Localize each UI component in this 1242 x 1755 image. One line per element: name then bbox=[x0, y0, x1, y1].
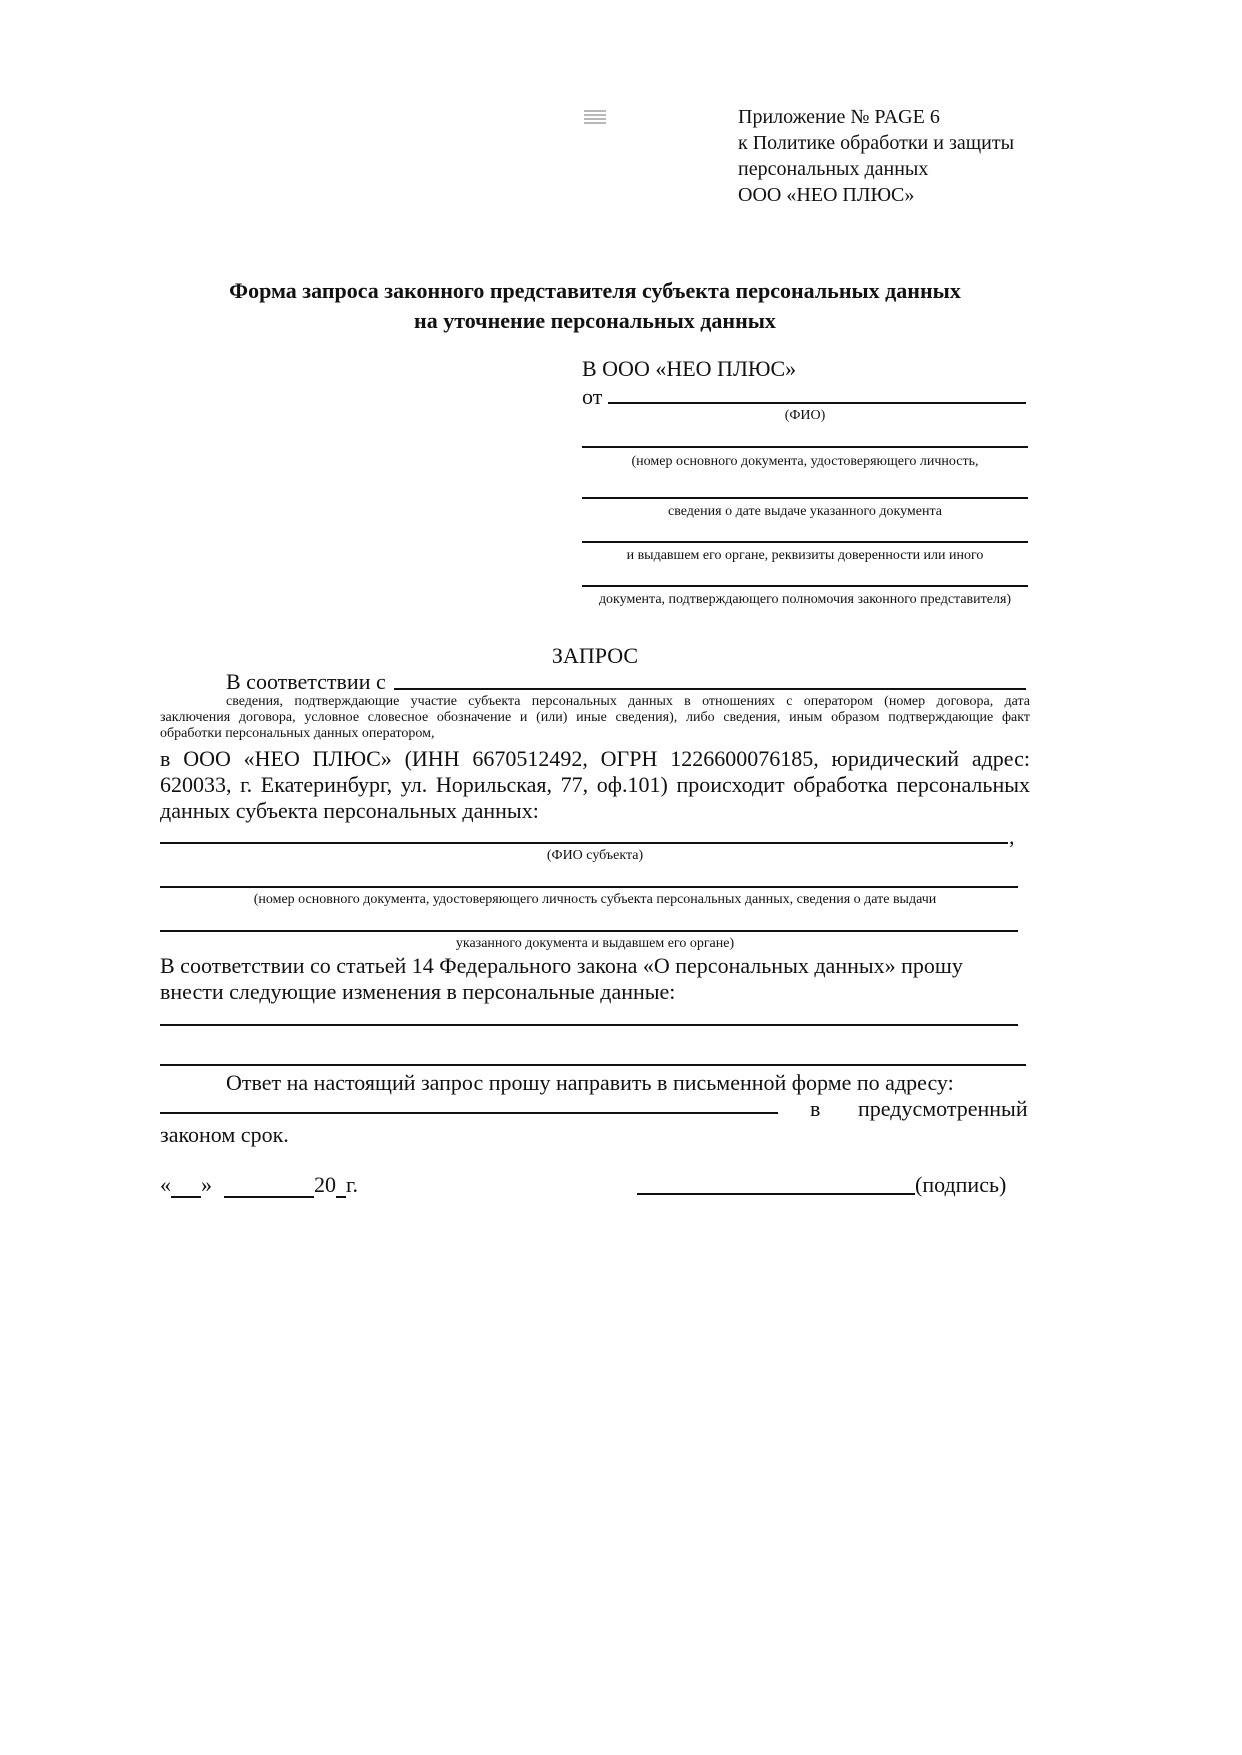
fio-caption: (ФИО) bbox=[784, 408, 826, 423]
proxy-field[interactable] bbox=[582, 585, 1028, 587]
title-line: Форма запроса законного представителя субъекта персональных данных bbox=[229, 278, 961, 303]
para-line: В соответствии со статьей 14 Федерального закона «О персональных данных» прошу bbox=[160, 953, 963, 978]
quote-open: « bbox=[160, 1172, 171, 1197]
subject-doc-caption: (номер основного документа, удостоверяющего личность субъекта персональных данных, сведения о дате выдачи bbox=[253, 892, 937, 907]
according-label: В соответствии с bbox=[226, 669, 386, 694]
fio-field[interactable] bbox=[608, 402, 1026, 404]
quote-close: » bbox=[201, 1172, 212, 1197]
proxy-caption: документа, подтверждающего полномочия законного представителя) bbox=[598, 592, 1012, 607]
caption-line: обработки персональных данных оператором, bbox=[160, 726, 435, 741]
date-field bbox=[160, 1172, 358, 1198]
caption-line: заключения договора, условное словесное обозначение и (или) иные сведения), либо сведения, иным образом подтверждающие факт bbox=[160, 710, 1030, 725]
comma: , bbox=[1009, 824, 1015, 849]
changes-field-1[interactable] bbox=[160, 1024, 1018, 1026]
doc-date-field[interactable] bbox=[582, 497, 1028, 499]
signature-caption: (подпись) bbox=[915, 1172, 1007, 1197]
logo-icon bbox=[584, 110, 606, 126]
year-suffix: г. bbox=[346, 1172, 359, 1197]
reply-paragraph: Ответ на настоящий запрос прошу направить в письменной форме по адресу: bbox=[226, 1070, 954, 1095]
month-field[interactable] bbox=[224, 1176, 314, 1198]
basis-field[interactable] bbox=[394, 688, 1026, 690]
year-field[interactable] bbox=[336, 1176, 346, 1198]
subject-doc-field-2[interactable] bbox=[160, 930, 1018, 932]
from-label: от bbox=[582, 384, 603, 409]
addressee-to: В ООО «НЕО ПЛЮС» bbox=[582, 356, 797, 381]
para-line: данных субъекта персональных данных: bbox=[160, 798, 539, 823]
para-line: внести следующие изменения в персональные данные: bbox=[160, 979, 676, 1004]
changes-field-2[interactable] bbox=[160, 1064, 1026, 1066]
reply-in: в bbox=[810, 1096, 821, 1121]
authority-field[interactable] bbox=[582, 541, 1028, 543]
operator-paragraph bbox=[160, 746, 1030, 824]
subject-fio-field[interactable] bbox=[160, 842, 1008, 844]
doc-date-caption: сведения о дате выдаче указанного документа bbox=[668, 504, 942, 519]
caption-line: сведения, подтверждающие участие субъекта персональных данных в отношениях с оператором (номер договора, дата bbox=[226, 694, 1030, 709]
title-line: на уточнение персональных данных bbox=[414, 308, 776, 333]
reply-address-field[interactable] bbox=[160, 1112, 778, 1114]
appendix-line: персональных данных bbox=[738, 158, 929, 180]
authority-caption: и выдавшем его органе, реквизиты доверенности или иного bbox=[626, 548, 984, 563]
subject-doc-caption-2: указанного документа и выдавшем его органе) bbox=[455, 936, 735, 951]
signature-field[interactable] bbox=[637, 1193, 915, 1195]
reply-term: предусмотренный bbox=[858, 1096, 1028, 1121]
reply-term-end: законом срок. bbox=[160, 1122, 289, 1147]
subject-doc-field[interactable] bbox=[160, 886, 1018, 888]
doc-field[interactable] bbox=[582, 446, 1028, 448]
year-prefix: 20 bbox=[314, 1172, 336, 1197]
subject-fio-caption: (ФИО субъекта) bbox=[546, 848, 644, 863]
changes-paragraph bbox=[160, 953, 963, 1005]
basis-caption bbox=[160, 694, 1030, 742]
appendix-company: ООО «НЕО ПЛЮС» bbox=[738, 184, 915, 206]
appendix-header bbox=[738, 104, 1014, 208]
doc-caption: (номер основного документа, удостоверяющего личность, bbox=[631, 454, 979, 469]
page-title bbox=[140, 276, 1050, 336]
appendix-number: Приложение № PAGE 6 bbox=[738, 106, 940, 128]
request-heading: ЗАПРОС bbox=[551, 643, 639, 668]
appendix-line: к Политике обработки и защиты bbox=[738, 132, 1015, 154]
para-line: в ООО «НЕО ПЛЮС» (ИНН 6670512492, ОГРН 1226600076185, юридический адрес: bbox=[160, 746, 1030, 771]
para-line: 620033, г. Екатеринбург, ул. Норильская, 77, оф.101) происходит обработка персональных bbox=[160, 772, 1030, 797]
day-field[interactable] bbox=[171, 1176, 201, 1198]
